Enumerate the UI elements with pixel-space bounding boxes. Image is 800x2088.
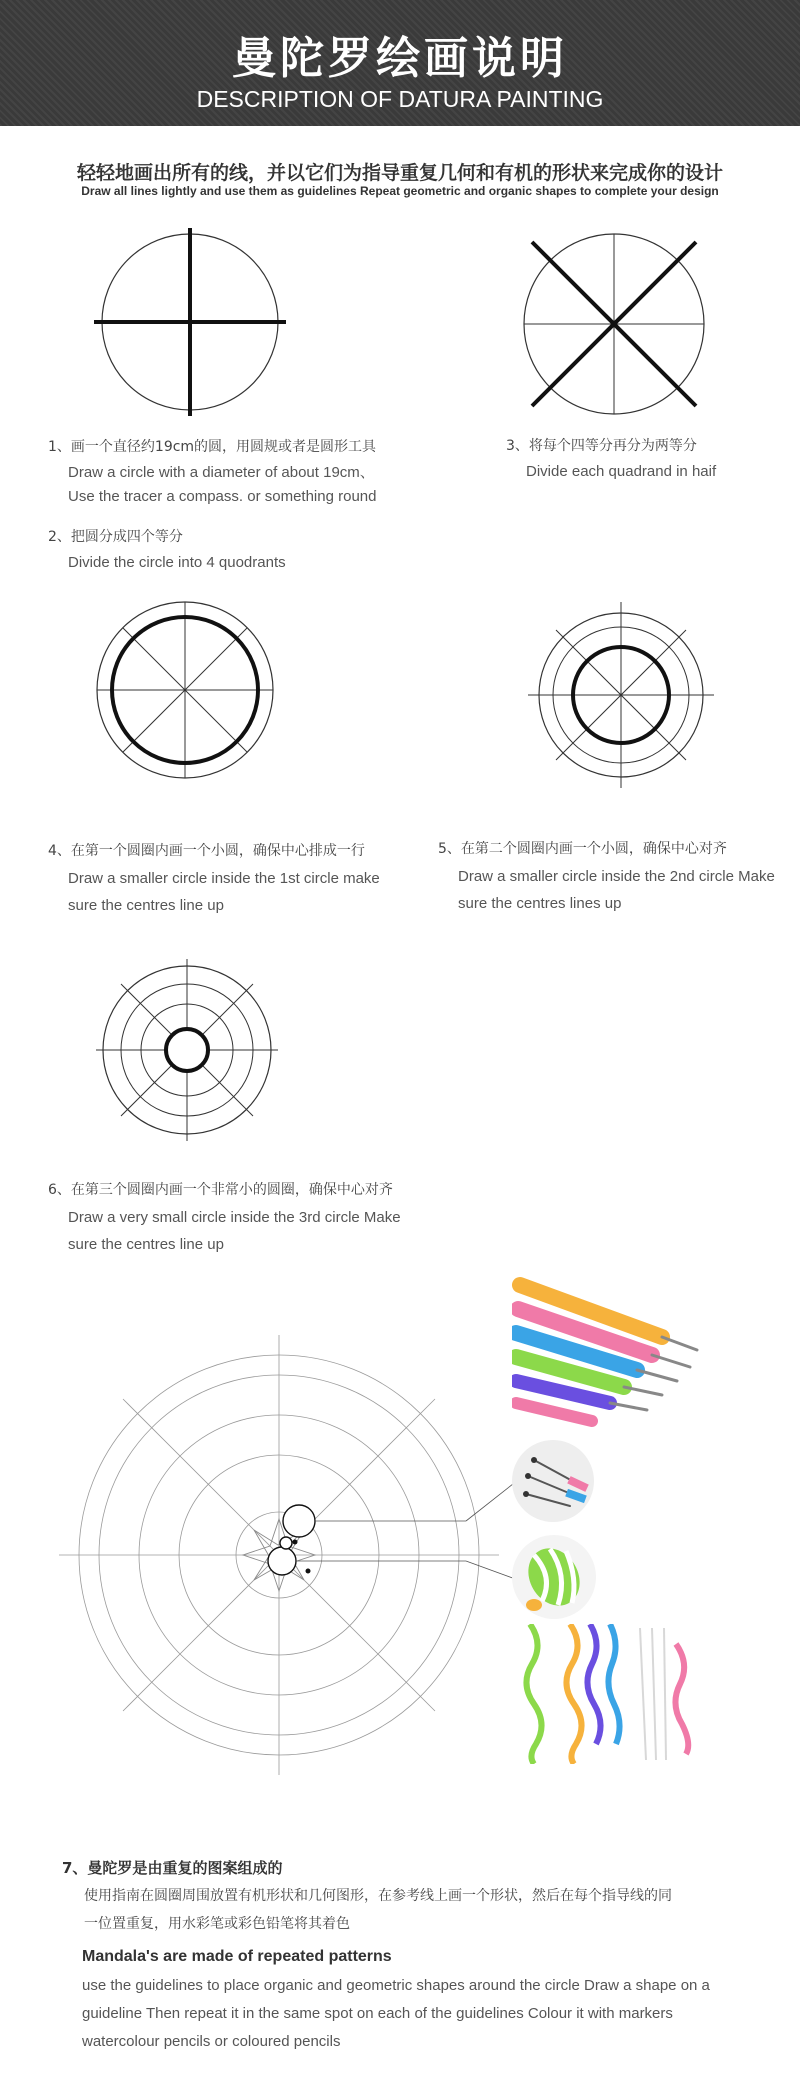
step-7-section	[62, 1857, 752, 2056]
step-7-zh-line: 一位置重复，用水彩笔或彩色铅笔将其着色	[84, 1916, 350, 1932]
step-6-text: 6、在第三个圆圈内画一个非常小的圆圈，确保中心对齐 Draw a very small circle inside the 3rd circle Make sure the centres line up	[48, 1182, 401, 1253]
step-7-en-line: use the guidelines to place organic and geometric shapes around the circle Draw a shape on a	[82, 1977, 710, 1994]
step4-circle-figure	[90, 595, 280, 785]
step6-circle-figure	[92, 955, 282, 1145]
page-title: 曼陀罗绘画说明	[232, 33, 568, 84]
step-4-text: 4、在第一个圆圈内画一个小圆，确保中心排成一行 Draw a smaller circle inside the 1st circle make sure the centres line up	[48, 843, 380, 914]
page-subtitle: DESCRIPTION OF DATURA PAINTING	[196, 86, 604, 112]
step5-circle-figure	[526, 600, 716, 790]
tool-tips-photo	[512, 1440, 594, 1522]
step-7-title: 7、曼陀罗是由重复的图案组成的	[62, 1859, 283, 1877]
step-7-zh-line: 使用指南在圆圈周围放置有机形状和几何图形，在参考线上画一个形状，然后在每个指导线的同	[84, 1888, 672, 1904]
dotting-tools-photo	[512, 1275, 720, 1435]
tool-handle-photo	[512, 1535, 596, 1619]
step-1-text: 1、画一个直径约19cm的圆，用圆规或者是圆形工具 Draw a circle with a diameter of about 19cm、 Use the tracer a compass. or something round	[48, 439, 377, 505]
step1-circle-figure	[90, 222, 290, 422]
step3-circle-figure	[514, 232, 714, 432]
swirl-handles-photo	[520, 1624, 700, 1764]
inner-circle	[166, 1029, 208, 1071]
step-5-text: 5、在第二个圆圈内画一个小圆，确保中心对齐 Draw a smaller circle inside the 2nd circle Make sure the centres lines up	[438, 841, 775, 912]
mandala-guideline-figure	[48, 1330, 528, 1780]
dotting-circles	[268, 1505, 315, 1575]
step-7-subtitle: Mandala's are made of repeated patterns	[82, 1948, 392, 1965]
step-3-text: 3、将每个四等分再分为两等分 Divide each quadrand in haif	[506, 438, 717, 480]
step-7-en-line: guideline Then repeat it in the same spot on each of the guidelines Colour it with markers	[82, 2005, 673, 2022]
intro-text-en: Draw all lines lightly and use them as guidelines Repeat geometric and organic shapes to complete your design	[81, 184, 719, 198]
step-7-en-line: watercolour pencils or coloured pencils	[82, 2033, 341, 2050]
page-header	[0, 0, 800, 126]
intro-text-zh: 轻轻地画出所有的线，并以它们为指导重复几何和有机的形状来完成你的设计	[76, 162, 723, 184]
step-2-text: 2、把圆分成四个等分 Divide the circle into 4 quodrants	[48, 529, 286, 571]
